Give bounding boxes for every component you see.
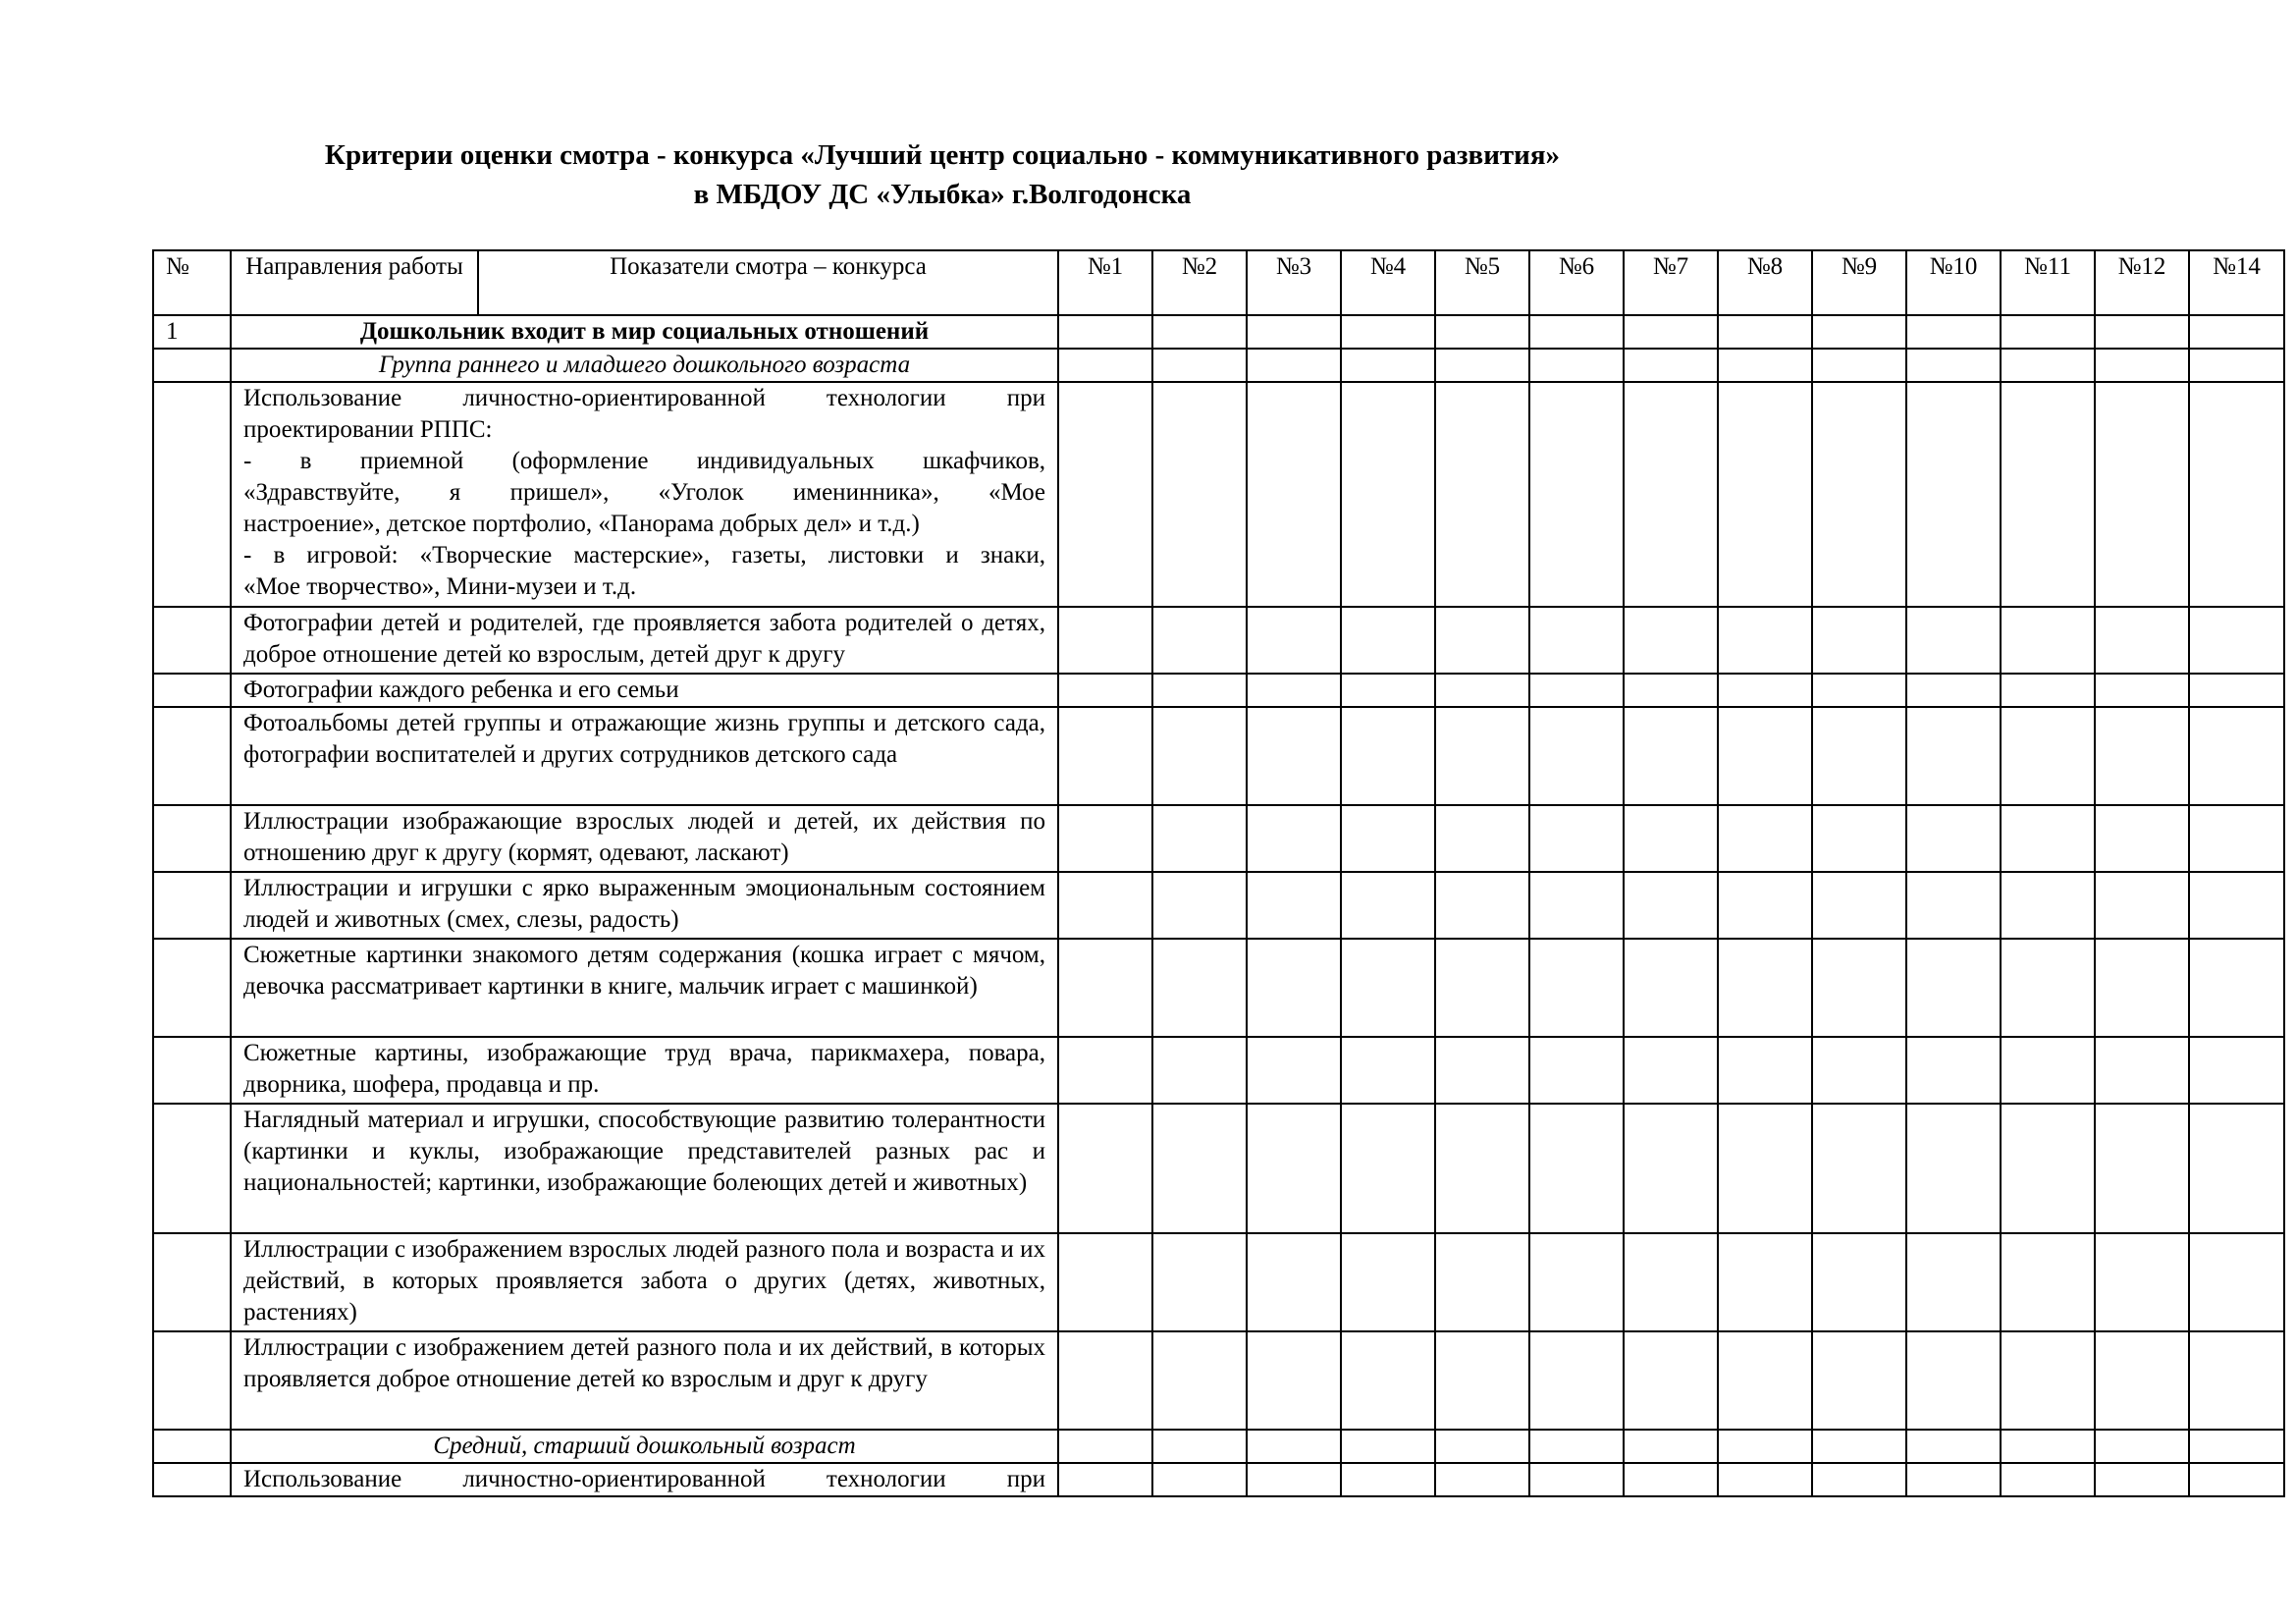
criteria-row: [153, 805, 2284, 872]
score-cell[interactable]: [1435, 1430, 1529, 1463]
score-cell[interactable]: [1247, 1233, 1341, 1331]
score-cell[interactable]: [1058, 1331, 1152, 1430]
score-cell[interactable]: [1435, 674, 1529, 707]
score-cell[interactable]: [1341, 939, 1435, 1037]
criteria-text: [231, 1463, 1058, 1496]
criteria-text: Сюжетные картинки знакомого детям содержания (кошка играет с мячом, девочка рассматривает картинки в книге, мальчик играет с машинкой): [231, 939, 1058, 1037]
score-cell[interactable]: [1812, 1331, 1906, 1430]
score-cell[interactable]: [1906, 1331, 2001, 1430]
score-cell[interactable]: [1058, 707, 1152, 805]
score-cell[interactable]: [2001, 315, 2095, 349]
criteria-row: [153, 1104, 2284, 1233]
score-cell[interactable]: [2095, 349, 2189, 382]
score-cell[interactable]: [1247, 805, 1341, 872]
score-cell[interactable]: [1058, 315, 1152, 349]
score-cell[interactable]: [1247, 607, 1341, 674]
score-cell[interactable]: [1718, 349, 1812, 382]
score-cell[interactable]: [2189, 1233, 2284, 1331]
score-cell[interactable]: [1812, 939, 1906, 1037]
header-group-6: №6: [1529, 250, 1624, 315]
empty-number-cell: [153, 382, 231, 607]
score-cell[interactable]: [1812, 349, 1906, 382]
score-cell[interactable]: [1341, 1233, 1435, 1331]
score-cell[interactable]: [1624, 674, 1718, 707]
score-cell[interactable]: [1812, 805, 1906, 872]
header-group-2: №2: [1152, 250, 1247, 315]
score-cell[interactable]: [2001, 1430, 2095, 1463]
score-cell[interactable]: [1152, 382, 1247, 607]
criteria-row-partial: [153, 1463, 2284, 1496]
score-cell[interactable]: [1624, 939, 1718, 1037]
score-cell[interactable]: [2189, 1463, 2284, 1496]
score-cell[interactable]: [2189, 1331, 2284, 1430]
score-cell[interactable]: [1529, 674, 1624, 707]
score-cell[interactable]: [1718, 1037, 1812, 1104]
header-number: №: [153, 250, 231, 315]
score-cell[interactable]: [1435, 1037, 1529, 1104]
group-title-young: Группа раннего и младшего дошкольного возраста: [231, 349, 1058, 382]
score-cell[interactable]: [2001, 1233, 2095, 1331]
score-cell[interactable]: [1906, 674, 2001, 707]
score-cell[interactable]: [1718, 805, 1812, 872]
score-cell[interactable]: [1058, 805, 1152, 872]
score-cell[interactable]: [1812, 872, 1906, 939]
header-group-5: №5: [1435, 250, 1529, 315]
score-cell[interactable]: [1718, 707, 1812, 805]
score-cell[interactable]: [1152, 1037, 1247, 1104]
score-cell[interactable]: [1435, 805, 1529, 872]
score-cell[interactable]: [2189, 707, 2284, 805]
score-cell[interactable]: [1247, 1463, 1341, 1496]
criteria-text: Иллюстрации с изображением детей разного пола и их действий, в которых проявляется доброе отношение детей ко взрослым и друг к другу: [231, 1331, 1058, 1430]
score-cell[interactable]: [1718, 1331, 1812, 1430]
score-cell[interactable]: [2095, 1463, 2189, 1496]
group-title-row: [153, 1430, 2284, 1463]
score-cell[interactable]: [1718, 315, 1812, 349]
header-group-11: №11: [2001, 250, 2095, 315]
score-cell[interactable]: [2189, 349, 2284, 382]
score-cell[interactable]: [2189, 805, 2284, 872]
score-cell[interactable]: [2001, 607, 2095, 674]
score-cell[interactable]: [1435, 1104, 1529, 1233]
score-cell[interactable]: [2095, 1331, 2189, 1430]
header-group-10: №10: [1906, 250, 2001, 315]
score-cell[interactable]: [1435, 707, 1529, 805]
score-cell[interactable]: [1812, 1430, 1906, 1463]
score-cell[interactable]: [1906, 1104, 2001, 1233]
score-cell[interactable]: [1529, 1430, 1624, 1463]
score-cell[interactable]: [1247, 1331, 1341, 1430]
score-cell[interactable]: [1906, 1233, 2001, 1331]
score-cell[interactable]: [1529, 707, 1624, 805]
score-cell[interactable]: [1152, 674, 1247, 707]
score-cell[interactable]: [1435, 1233, 1529, 1331]
score-cell[interactable]: [1247, 315, 1341, 349]
criteria-row: [153, 674, 2284, 707]
empty-number-cell: [153, 1463, 231, 1496]
score-cell[interactable]: [1529, 1463, 1624, 1496]
score-cell[interactable]: [2001, 872, 2095, 939]
score-cell[interactable]: [1247, 872, 1341, 939]
score-cell[interactable]: [2189, 1430, 2284, 1463]
score-cell[interactable]: [1906, 1430, 2001, 1463]
score-cell[interactable]: [2095, 674, 2189, 707]
section-row: [153, 315, 2284, 349]
score-cell[interactable]: [1624, 1233, 1718, 1331]
empty-number-cell: [153, 805, 231, 872]
criteria-text: Фотоальбомы детей группы и отражающие жизнь группы и детского сада, фотографии воспитателей и других сотрудников детского сада: [231, 707, 1058, 805]
score-cell[interactable]: [2095, 707, 2189, 805]
criteria-text: Сюжетные картины, изображающие труд врача, парикмахера, повара, дворника, шофера, продавца и пр.: [231, 1037, 1058, 1104]
score-cell[interactable]: [2189, 382, 2284, 607]
score-cell[interactable]: [1906, 939, 2001, 1037]
score-cell[interactable]: [2001, 939, 2095, 1037]
score-cell[interactable]: [1152, 1430, 1247, 1463]
criteria-text: Фотографии детей и родителей, где проявляется забота родителей о детях, доброе отношение детей ко взрослым, детей друг к другу: [231, 607, 1058, 674]
score-cell[interactable]: [1152, 872, 1247, 939]
table-header-row: [153, 250, 2284, 315]
header-group-7: №7: [1624, 250, 1718, 315]
header-group-1: №1: [1058, 250, 1152, 315]
score-cell[interactable]: [2001, 349, 2095, 382]
score-cell[interactable]: [2095, 939, 2189, 1037]
score-cell[interactable]: [1624, 805, 1718, 872]
score-cell[interactable]: [1624, 349, 1718, 382]
score-cell[interactable]: [1247, 1037, 1341, 1104]
score-cell[interactable]: [1058, 674, 1152, 707]
criteria-text: Фотографии каждого ребенка и его семьи: [231, 674, 1058, 707]
score-cell[interactable]: [1341, 805, 1435, 872]
score-cell[interactable]: [1718, 1430, 1812, 1463]
score-cell[interactable]: [1812, 1037, 1906, 1104]
score-cell[interactable]: [1906, 1463, 2001, 1496]
score-cell[interactable]: [2001, 707, 2095, 805]
score-cell[interactable]: [1341, 607, 1435, 674]
score-cell[interactable]: [2095, 1233, 2189, 1331]
criteria-text-line: - в игровой: «Творческие мастерские», газеты, листовки и знаки,: [243, 542, 1045, 568]
section-number: 1: [153, 315, 231, 349]
score-cell[interactable]: [1624, 1430, 1718, 1463]
score-cell[interactable]: [1906, 382, 2001, 607]
score-cell[interactable]: [1529, 1233, 1624, 1331]
empty-number-cell: [153, 707, 231, 805]
score-cell[interactable]: [2189, 674, 2284, 707]
score-cell[interactable]: [1812, 1463, 1906, 1496]
criteria-text-line: «Здравствуйте, я пришел», «Уголок именинника», «Мое: [243, 479, 1045, 506]
score-cell[interactable]: [1624, 315, 1718, 349]
score-cell[interactable]: [1529, 349, 1624, 382]
empty-number-cell: [153, 1331, 231, 1430]
score-cell[interactable]: [1435, 315, 1529, 349]
score-cell[interactable]: [1812, 607, 1906, 674]
score-cell[interactable]: [1247, 349, 1341, 382]
score-cell[interactable]: [1718, 872, 1812, 939]
score-cell[interactable]: [1435, 1463, 1529, 1496]
score-cell[interactable]: [1058, 939, 1152, 1037]
score-cell[interactable]: [2095, 315, 2189, 349]
score-cell[interactable]: [2189, 939, 2284, 1037]
score-cell[interactable]: [1247, 674, 1341, 707]
score-cell[interactable]: [1247, 707, 1341, 805]
score-cell[interactable]: [1529, 1104, 1624, 1233]
score-cell[interactable]: [1812, 315, 1906, 349]
score-cell[interactable]: [1341, 707, 1435, 805]
score-cell[interactable]: [2095, 1430, 2189, 1463]
score-cell[interactable]: [1435, 1331, 1529, 1430]
score-cell[interactable]: [1152, 1331, 1247, 1430]
score-cell[interactable]: [1529, 1331, 1624, 1430]
score-cell[interactable]: [1058, 1104, 1152, 1233]
score-cell[interactable]: [1906, 607, 2001, 674]
score-cell[interactable]: [1906, 707, 2001, 805]
score-cell[interactable]: [2189, 607, 2284, 674]
score-cell[interactable]: [2095, 1104, 2189, 1233]
empty-number-cell: [153, 1233, 231, 1331]
empty-number-cell: [153, 1037, 231, 1104]
score-cell[interactable]: [1718, 607, 1812, 674]
empty-number-cell: [153, 1104, 231, 1233]
empty-number-cell: [153, 674, 231, 707]
score-cell[interactable]: [1341, 1037, 1435, 1104]
score-cell[interactable]: [1435, 872, 1529, 939]
criteria-text: Иллюстрации изображающие взрослых людей и детей, их действия по отношению друг к другу (кормят, одевают, ласкают): [231, 805, 1058, 872]
criteria-text: Наглядный материал и игрушки, способствующие развитию толерантности (картинки и куклы, изображающие представителей разных рас и национальностей; картинки, изображающие болеющих детей и животных): [231, 1104, 1058, 1233]
score-cell[interactable]: [1529, 1037, 1624, 1104]
score-cell[interactable]: [1624, 1463, 1718, 1496]
score-cell[interactable]: [1718, 674, 1812, 707]
header-direction: Направления работы: [231, 250, 478, 315]
score-cell[interactable]: [1812, 1104, 1906, 1233]
score-cell[interactable]: [1247, 1104, 1341, 1233]
header-group-14: №14: [2189, 250, 2284, 315]
score-cell[interactable]: [1906, 349, 2001, 382]
criteria-text: Иллюстрации с изображением взрослых людей разного пола и возраста и их действий, в которых проявляется забота о других (детях, животных, растениях): [231, 1233, 1058, 1331]
score-cell[interactable]: [2001, 805, 2095, 872]
score-cell[interactable]: [1058, 607, 1152, 674]
score-cell[interactable]: [1152, 1104, 1247, 1233]
score-cell[interactable]: [2001, 674, 2095, 707]
criteria-text-line: проектировании РППС:: [243, 416, 493, 443]
score-cell[interactable]: [1624, 607, 1718, 674]
score-cell[interactable]: [1906, 805, 2001, 872]
criteria-text: [231, 382, 1058, 607]
document-title-line-1: Критерии оценки смотра - конкурса «Лучший центр социально - коммуникативного развития»: [324, 139, 1561, 171]
score-cell[interactable]: [1058, 1463, 1152, 1496]
document-title-line-2: в МБДОУ ДС «Улыбка» г.Волгодонска: [693, 179, 1192, 210]
criteria-text: Иллюстрации и игрушки с ярко выраженным эмоциональным состоянием людей и животных (смех, слезы, радость): [231, 872, 1058, 939]
score-cell[interactable]: [1152, 349, 1247, 382]
criteria-text-line: Использование личностно-ориентированной технологии при: [243, 385, 1045, 411]
score-cell[interactable]: [2001, 382, 2095, 607]
score-cell[interactable]: [1718, 1463, 1812, 1496]
empty-number-cell: [153, 1430, 231, 1463]
score-cell[interactable]: [1341, 1331, 1435, 1430]
score-cell[interactable]: [1435, 607, 1529, 674]
criteria-row: [153, 1037, 2284, 1104]
score-cell[interactable]: [2001, 1104, 2095, 1233]
score-cell[interactable]: [1247, 382, 1341, 607]
score-cell[interactable]: [1341, 1104, 1435, 1233]
score-cell[interactable]: [1812, 707, 1906, 805]
score-cell[interactable]: [1529, 872, 1624, 939]
empty-number-cell: [153, 939, 231, 1037]
score-cell[interactable]: [1341, 382, 1435, 607]
header-group-4: №4: [1341, 250, 1435, 315]
score-cell[interactable]: [1906, 1037, 2001, 1104]
score-cell[interactable]: [1058, 1037, 1152, 1104]
score-cell[interactable]: [1718, 1233, 1812, 1331]
score-cell[interactable]: [1341, 315, 1435, 349]
score-cell[interactable]: [1624, 1104, 1718, 1233]
score-cell[interactable]: [1152, 315, 1247, 349]
criteria-table: [152, 249, 2285, 1497]
score-cell[interactable]: [1529, 607, 1624, 674]
score-cell[interactable]: [1812, 1233, 1906, 1331]
score-cell[interactable]: [1529, 382, 1624, 607]
empty-number-cell: [153, 872, 231, 939]
score-cell[interactable]: [1058, 872, 1152, 939]
header-indicators: Показатели смотра – конкурса: [478, 250, 1058, 315]
score-cell[interactable]: [1529, 315, 1624, 349]
criteria-row: [153, 382, 2284, 607]
score-cell[interactable]: [1341, 1463, 1435, 1496]
score-cell[interactable]: [1152, 939, 1247, 1037]
criteria-text-line: Использование личностно-ориентированной технологии при: [243, 1466, 1045, 1492]
score-cell[interactable]: [1341, 674, 1435, 707]
score-cell[interactable]: [1624, 1331, 1718, 1430]
score-cell[interactable]: [2001, 1037, 2095, 1104]
score-cell[interactable]: [2095, 607, 2189, 674]
score-cell[interactable]: [2001, 1331, 2095, 1430]
score-cell[interactable]: [2001, 1463, 2095, 1496]
score-cell[interactable]: [1058, 1430, 1152, 1463]
score-cell[interactable]: [1906, 872, 2001, 939]
score-cell[interactable]: [1341, 349, 1435, 382]
score-cell[interactable]: [1529, 805, 1624, 872]
group-title-row: [153, 349, 2284, 382]
score-cell[interactable]: [2095, 382, 2189, 607]
criteria-text-line: - в приемной (оформление индивидуальных шкафчиков,: [243, 448, 1045, 474]
criteria-text-line: «Мое творчество», Мини-музеи и т.д.: [243, 573, 637, 600]
score-cell[interactable]: [1152, 805, 1247, 872]
score-cell[interactable]: [1247, 1430, 1341, 1463]
criteria-row: [153, 1233, 2284, 1331]
score-cell[interactable]: [1341, 872, 1435, 939]
score-cell[interactable]: [1624, 1037, 1718, 1104]
score-cell[interactable]: [2189, 315, 2284, 349]
score-cell[interactable]: [1812, 382, 1906, 607]
header-group-9: №9: [1812, 250, 1906, 315]
criteria-row: [153, 607, 2284, 674]
criteria-row: [153, 1331, 2284, 1430]
score-cell[interactable]: [1152, 607, 1247, 674]
score-cell[interactable]: [1812, 674, 1906, 707]
score-cell[interactable]: [1435, 939, 1529, 1037]
score-cell[interactable]: [2189, 1037, 2284, 1104]
score-cell[interactable]: [1058, 1233, 1152, 1331]
header-group-3: №3: [1247, 250, 1341, 315]
criteria-text-line: настроение», детское портфолио, «Панорама добрых дел» и т.д.): [243, 511, 920, 537]
section-title: Дошкольник входит в мир социальных отношений: [231, 315, 1058, 349]
score-cell[interactable]: [1341, 1430, 1435, 1463]
score-cell[interactable]: [2095, 805, 2189, 872]
score-cell[interactable]: [2095, 872, 2189, 939]
empty-number-cell: [153, 607, 231, 674]
score-cell[interactable]: [1058, 382, 1152, 607]
score-cell[interactable]: [1058, 349, 1152, 382]
criteria-row: [153, 872, 2284, 939]
score-cell[interactable]: [1529, 939, 1624, 1037]
score-cell[interactable]: [1624, 707, 1718, 805]
score-cell[interactable]: [1435, 382, 1529, 607]
score-cell[interactable]: [1718, 382, 1812, 607]
score-cell[interactable]: [1624, 872, 1718, 939]
header-group-12: №12: [2095, 250, 2189, 315]
criteria-row: [153, 707, 2284, 805]
score-cell[interactable]: [2189, 1104, 2284, 1233]
group-title-older: Средний, старший дошкольный возраст: [231, 1430, 1058, 1463]
header-group-8: №8: [1718, 250, 1812, 315]
score-cell[interactable]: [1718, 939, 1812, 1037]
score-cell[interactable]: [2095, 1037, 2189, 1104]
score-cell[interactable]: [1152, 1233, 1247, 1331]
score-cell[interactable]: [1435, 349, 1529, 382]
criteria-row: [153, 939, 2284, 1037]
score-cell[interactable]: [1718, 1104, 1812, 1233]
score-cell[interactable]: [2189, 872, 2284, 939]
score-cell[interactable]: [1152, 1463, 1247, 1496]
empty-number-cell: [153, 349, 231, 382]
score-cell[interactable]: [1152, 707, 1247, 805]
score-cell[interactable]: [1247, 939, 1341, 1037]
score-cell[interactable]: [1624, 382, 1718, 607]
score-cell[interactable]: [1906, 315, 2001, 349]
